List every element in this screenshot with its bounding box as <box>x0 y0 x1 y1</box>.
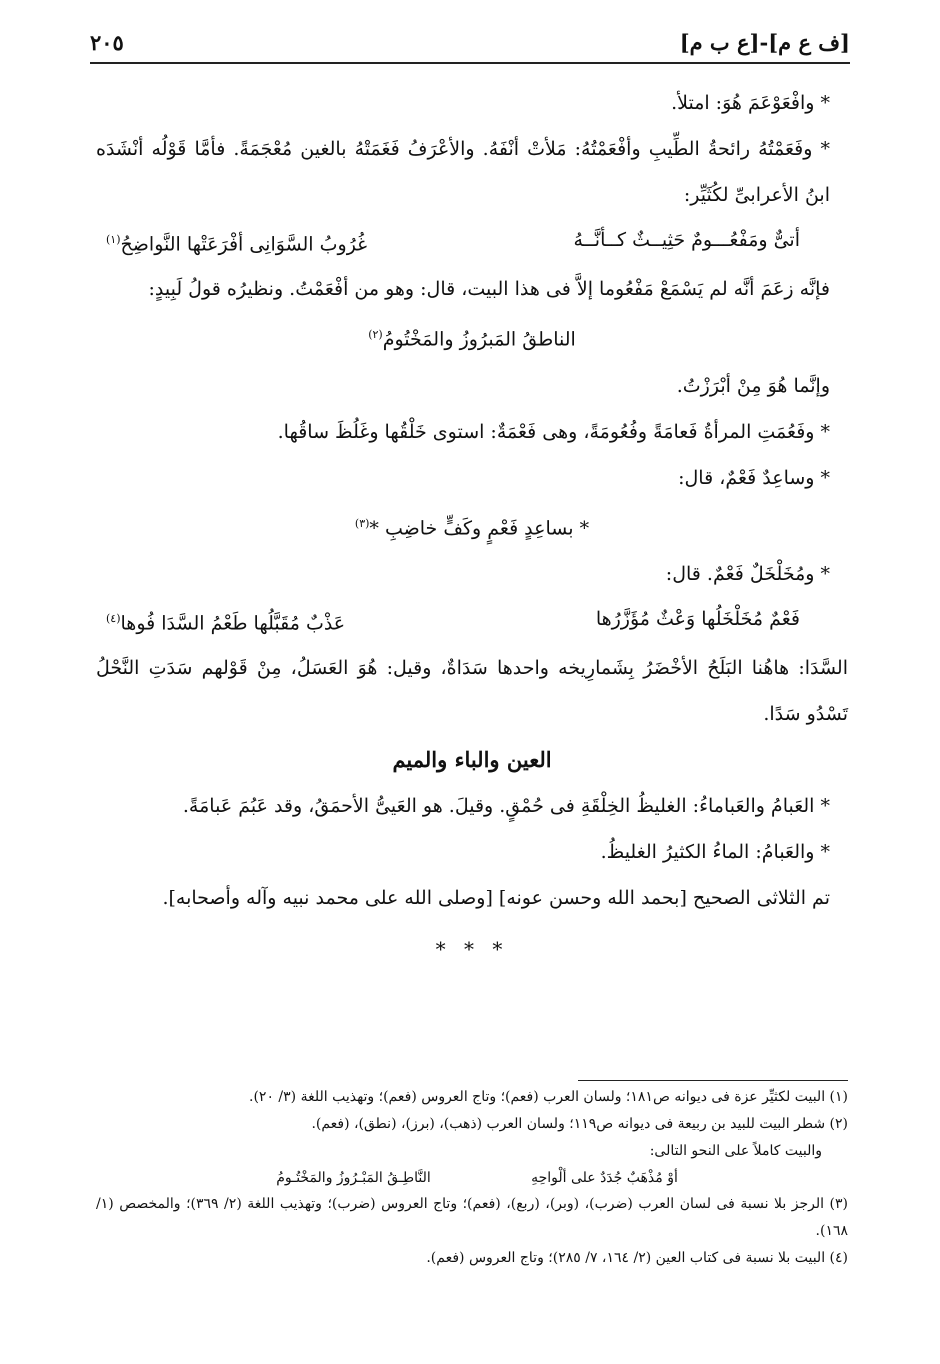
closing-paragraph: تم الثلاثى الصحيح [بحمد الله وحسن عونه] [وصلى الله على محمد نبيه وآله وأصحابه]. <box>162 887 830 910</box>
footnote-ref: (٤) <box>106 611 121 625</box>
entry-paragraph: * وفَعُمَتِ المرأةُ فَعامَةً وفُعُومَةً، وهى فَعْمَةٌ: استوى خَلْقُها وغَلُظَ ساقُها. <box>277 420 830 443</box>
entry-paragraph: * والعَبامُ: الماءُ الكثيرُ الغليظُ. <box>600 841 830 864</box>
entry-paragraph: * العَبامُ والعَباماءُ: الغليظُ الخِلْقَةِ فى حُمْقٍ. وقيلَ. هو العَيىُّ الأحمَقُ، وقد عَبُمَ عَبامَةً. <box>182 795 830 818</box>
entry-paragraph: وإنَّما هُوَ مِنْ أبْرَزْتُ. <box>676 374 830 397</box>
section-divider: * * * <box>435 937 509 962</box>
verse-hemistich-left: غُرُوبُ السَّوَانِى أفْرَعَتْها النَّواضِحُ$^{(١)}$ <box>106 233 368 256</box>
main-text <box>96 80 848 969</box>
footnote: (٢) شطر البيت للبيد بن ربيعة فى ديوانه ص١١٩؛ ولسان العرب (ذهب)، (برز)، (نطق)، (فعم). <box>311 1116 848 1132</box>
verse-line <box>96 218 848 266</box>
verse-hemistich-right: أتىٌّ ومَفْعُـــومٌ حَثِيــثٌ كــأنَّــهُ <box>573 229 800 251</box>
section-heading: العين والباء والميم <box>392 747 552 773</box>
verse-hemistich-left: عَذْبٌ مُقَبَّلُها طَعْمُ السَّدَا فُوها$^{(٤)}$ <box>106 611 346 635</box>
verse-line <box>96 597 848 645</box>
footnote-ref: (٢) <box>368 328 383 342</box>
footnotes <box>96 1080 848 1272</box>
footnote-ref: (١) <box>106 233 121 246</box>
verse-line: الناطقُ المَبرُوزُ والمَخْتُومُ$^{(٢)}$ <box>368 328 576 351</box>
header-rule <box>90 62 850 64</box>
footnote: (٤) البيت بلا نسبة فى كتاب العين (٢/ ١٦٤، ٧/ ٢٨٥)؛ وتاج العروس (فعم). <box>426 1250 848 1266</box>
footnote: (٣) الرجز بلا نسبة فى لسان العرب (ضرب)، (وبر)، (ربع)، (فعم)؛ وتاج العروس (ضرب)؛ وتهذيب اللغة (٢/ ٣٦٩)؛ والمخصص (١/ ١٦٨). <box>96 1196 848 1239</box>
entry-paragraph: السَّدَا: هاهُنا البَلَحُ الأخْضَرُ بِشَمارِيخه واحدها سَدَاةٌ، وقيل: هُوَ العَسَلُ، مِنْ قَوْلهم سَدَتِ النَّحْلُ تَسْدُو سَدًا. <box>96 657 848 726</box>
verse-line: * بساعِدٍ فَعْمٍ وكَفٍّ خاضِبِ *$^{(٣)}$ <box>354 516 590 539</box>
entry-paragraph: * وفَعَمْتُهُ رائحةُ الطِّيبِ وأفْعَمْتُهُ: مَلأتْ أنْفَهُ. والأعْرَفُ فَغَمَتْهُ بالغين مُعْجَمَةً. فأمَّا قَوْلُه أنْشَدَه ابنُ الأعرابىِّ لكُثَيِّر: <box>96 138 830 206</box>
footnote-ref: (٣) <box>354 516 370 530</box>
verse-hemistich-right: فَعْمٌ مُخَلْخَلُها وَعْثٌ مُؤَزَّرُها <box>595 607 800 630</box>
verse-hemistich-right: أوْ مُذْهَبٌ جُدَدٌ على ألْواحِهِ <box>531 1170 678 1186</box>
entry-paragraph: * وساعِدٌ فَعْمٌ، قال: <box>678 466 830 489</box>
entry-paragraph: * وافْعَوْعَمَ هُوَ: امتلأ. <box>671 92 830 114</box>
page-number: ٢٠٥ <box>90 30 124 55</box>
page-header <box>90 30 850 64</box>
footnote-verse <box>96 1165 848 1191</box>
section-title: [ف ع م]-[ع ب م] <box>679 30 850 55</box>
entry-paragraph: فإنَّه زعَمَ أنَّه لم يَسْمَعْ مَفْعُوما إلاَّ فى هذا البيت، قال: وهو من أفْعَمْتُ. ونظيرُه قولُ لَبِيدٍ: <box>148 278 830 301</box>
verse-hemistich-left: النَّاطِـقُ المَبْـرُوزُ والمَخْتُـومُ <box>276 1170 431 1186</box>
footnote: (١) البيت لكثيِّر عزة فى ديوانه ص١٨١؛ ولسان العرب (فعم)؛ وتاج العروس (فعم)؛ وتهذيب اللغة (٣/ ٢٠). <box>249 1089 848 1105</box>
footnote: والبيت كاملاً على النحو التالى: <box>649 1143 822 1159</box>
entry-paragraph: * ومُخَلْخَلٌ فَعْمٌ. قال: <box>665 562 830 585</box>
footnote-rule <box>578 1080 848 1081</box>
